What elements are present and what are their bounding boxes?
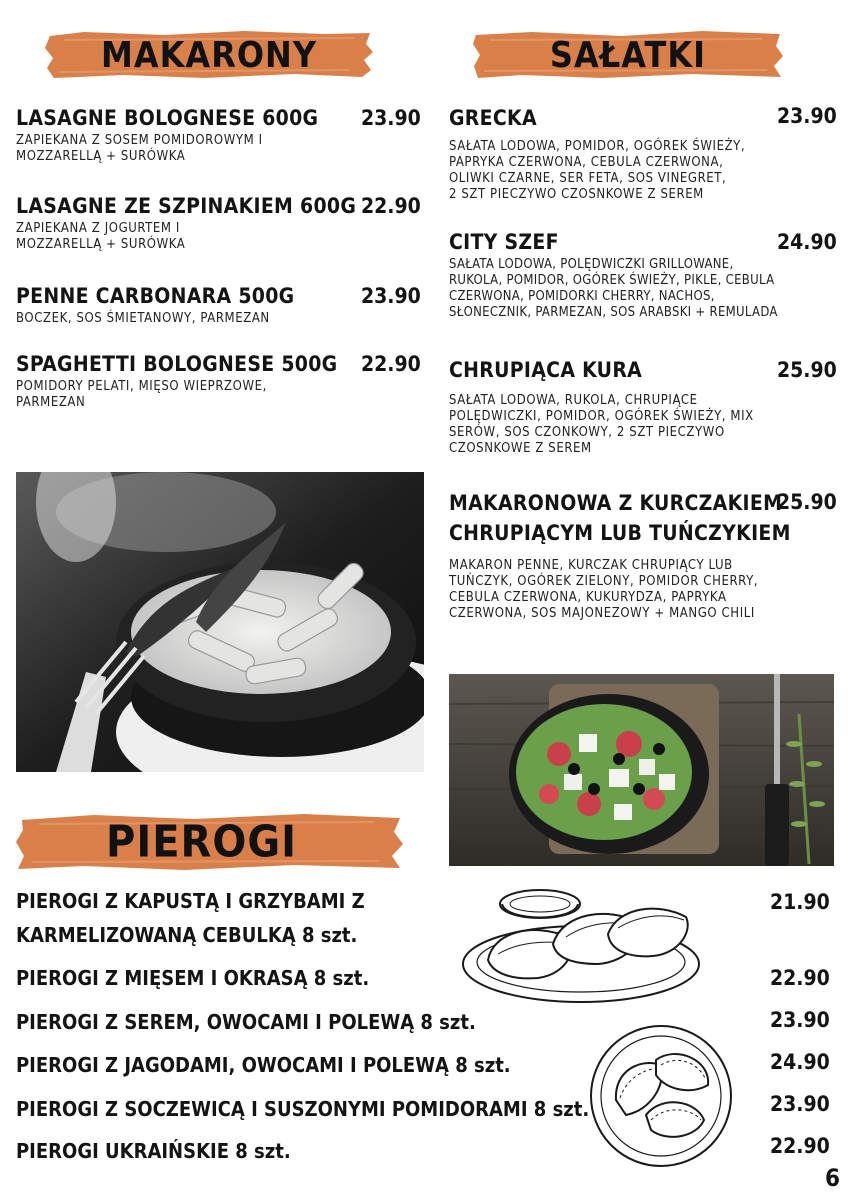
item-price: 23.90: [777, 104, 837, 128]
item-price: 22.90: [361, 352, 421, 376]
pierogi-item-price: 21.90: [770, 890, 830, 914]
item-description: SAŁATA LODOWA, RUKOLA, CHRUPIĄCE POLĘDWICZKI, POMIDOR, OGÓREK ŚWIEŻY, MIX SERÓW, SOS CZONKOWY, 2 SZT PIECZYWO CZOSNKOWE Z SEREM: [449, 393, 754, 456]
item-description: ZAPIEKANA Z JOGURTEM I MOZZARELLĄ + SURÓWKA: [16, 221, 186, 252]
section-title-salatki: SAŁATKI: [549, 34, 707, 76]
pierogi-item-price: 23.90: [770, 1008, 830, 1032]
item-name: PENNE CARBONARA 500G: [16, 284, 295, 308]
item-description: BOCZEK, SOS ŚMIETANOWY, PARMEZAN: [16, 311, 270, 326]
section-title-pierogi: PIEROGI: [106, 816, 298, 868]
menu-item: [16, 284, 421, 327]
pierogi-round-plate-sketch: [586, 1020, 736, 1172]
item-name-line-2: CHRUPIĄCYM LUB TUŃCZYKIEM: [449, 521, 791, 545]
item-description: SAŁATA LODOWA, POLĘDWICZKI GRILLOWANE, RUKOLA, POMIDOR, OGÓREK ŚWIEŻY, PIKLE, CEBULA CZERWONA, POMIDORKI CHERRY, NACHOS, SŁONECZNIK, PARMEZAN, SOS ARABSKI + REMULADA: [449, 257, 778, 320]
menu-item: [16, 194, 421, 253]
item-price: 22.90: [361, 194, 421, 218]
item-name: LASAGNE ZE SZPINAKIEM 600G: [16, 194, 357, 218]
item-name: GRECKA: [449, 106, 537, 130]
makarony-banner: [44, 30, 374, 80]
greek-salad-photo: [449, 674, 834, 866]
section-title-makarony: MAKARONY: [101, 34, 317, 76]
pierogi-item-name: PIEROGI Z KAPUSTĄ I GRZYBAMI Z: [16, 889, 365, 913]
item-name: CHRUPIĄCA KURA: [449, 358, 643, 382]
pierogi-item-name-line-2: KARMELIZOWANĄ CEBULKĄ 8 szt.: [16, 923, 358, 947]
item-description: MAKARON PENNE, KURCZAK CHRUPIĄCY LUB TUŃCZYK, OGÓREK ZIELONY, POMIDOR CHERRY, CEBULA CZERWONA, KUKURYDZA, PAPRYKA CZERWONA, SOS MAJONEZOWY + MANGO CHILI: [449, 558, 759, 621]
item-description: SAŁATA LODOWA, POMIDOR, OGÓREK ŚWIEŻY, PAPRYKA CZERWONA, CEBULA CZERWONA, OLIWKI CZARNE, SER FETA, SOS VINEGRET, 2 SZT PIECZYWO CZOSNKOWE Z SEREM: [449, 139, 746, 202]
item-price: 25.90: [777, 490, 837, 514]
pierogi-item-price: 22.90: [770, 1134, 830, 1158]
pierogi-item-name: PIEROGI Z SEREM, OWOCAMI I POLEWĄ 8 szt.: [16, 1010, 476, 1034]
item-name: SPAGHETTI BOLOGNESE 500G: [16, 352, 338, 376]
page-number: 6: [824, 1164, 840, 1192]
item-description: POMIDORY PELATI, MIĘSO WIEPRZOWE, PARMEZAN: [16, 379, 267, 410]
pierogi-banner: [14, 812, 404, 872]
item-price: 23.90: [361, 106, 421, 130]
pierogi-item-name: PIEROGI Z JAGODAMI, OWOCAMI I POLEWĄ 8 szt.: [16, 1053, 511, 1077]
pierogi-item-price: 24.90: [770, 1050, 830, 1074]
menu-item: [16, 106, 421, 165]
pasta-dish-photo: [16, 472, 424, 772]
pierogi-item-name: PIEROGI Z SOCZEWICĄ I SUSZONYMI POMIDORAMI 8 szt.: [16, 1097, 590, 1121]
pierogi-plate-sketch: [458, 882, 704, 1008]
menu-item: [449, 488, 837, 622]
pierogi-item-price: 22.90: [770, 966, 830, 990]
pierogi-item-price: 23.90: [770, 1092, 830, 1116]
item-description: ZAPIEKANA Z SOSEM POMIDOROWYM I MOZZARELLĄ + SURÓWKA: [16, 133, 263, 164]
pierogi-item-name: PIEROGI Z MIĘSEM I OKRASĄ 8 szt.: [16, 966, 370, 990]
item-price: 23.90: [361, 284, 421, 308]
item-name: LASAGNE BOLOGNESE 600G: [16, 106, 319, 130]
item-name: CITY SZEF: [449, 230, 559, 254]
menu-item: [449, 358, 837, 457]
menu-item: [16, 352, 421, 411]
menu-item: [449, 230, 837, 321]
item-name: MAKARONOWA Z KURCZAKIEM: [449, 491, 783, 515]
item-price: 25.90: [777, 358, 837, 382]
item-price: 24.90: [777, 230, 837, 254]
pierogi-item-name: PIEROGI UKRAIŃSKIE 8 szt.: [16, 1139, 291, 1163]
menu-item: [449, 104, 837, 203]
salatki-banner: [472, 30, 784, 80]
